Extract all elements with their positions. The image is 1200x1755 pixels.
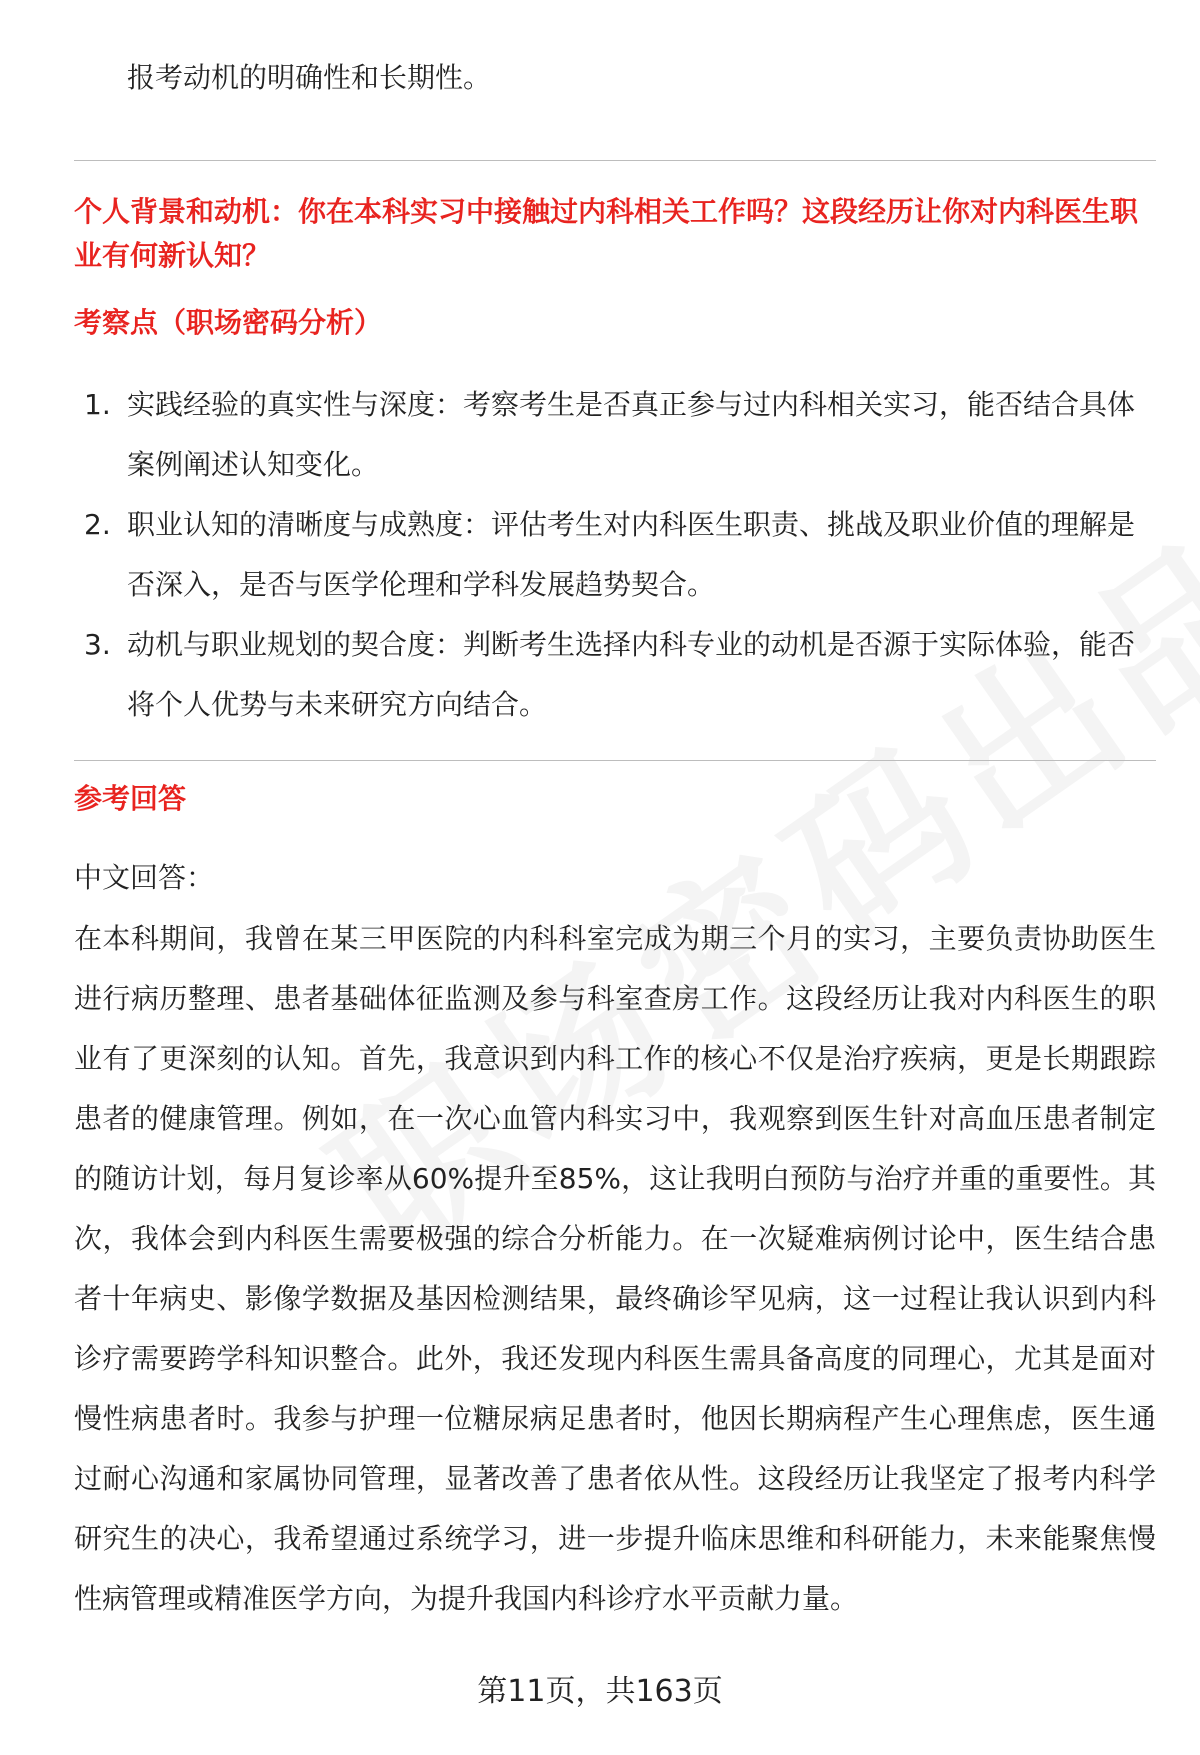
- continuation-text: 报考动机的明确性和长期性。: [127, 61, 492, 94]
- answer-label: 中文回答：: [74, 861, 215, 894]
- page-footer: 第11页，共163页: [477, 1674, 723, 1709]
- answer-body: 在本科期间，我曾在某三甲医院的内科科室完成为期三个月的实习，主要负责协助医生进行病历整理、患者基础体征监测及参与科室查房工作。这段经历让我对内科医生的职业有了更深刻的认知。首先，我意识到内科工作的核心不仅是治疗疾病，更是长期跟踪患者的健康管理。例如，在一次心血管内科实习中，我观察到医生针对高血压患者制定的随访计划，每月复诊率从60%提升至85%，这让我明白预防与治疗并重的重要性。其次，我体会到内科医生需要极强的综合分析能力。在一次疑难病例讨论中，医生结合患者十年病史、影像学数据及基因检测结果，最终确诊罕见病，这一过程让我认识到内科诊疗需要跨学科知识整合。此外，我还发现内科医生需具备高度的同理心，尤其是面对慢性病患者时。我参与护理一位糖尿病足患者时，他因长期病程产生心理焦虑，医生通过耐心沟通和家属协同管理，显著改善了患者依从性。这段经历让我坚定了报考内科学研究生的决心，我希望通过系统学习，进一步提升临床思维和科研能力，未来能聚焦慢性病管理或精准医学方向，为提升我国内科诊疗水平贡献力量。: [74, 922, 1156, 1615]
- question-heading: 个人背景和动机：你在本科实习中接触过内科相关工作吗？这段经历让你对内科医生职业有何新认知？: [74, 195, 1139, 272]
- analysis-point-3: [74, 615, 1156, 735]
- point-text: 实践经验的真实性与深度：考察考生是否真正参与过内科相关实习，能否结合具体案例阐述认知变化。: [127, 388, 1136, 481]
- point-number: 2.: [84, 508, 111, 541]
- point-text: 职业认知的清晰度与成熟度：评估考生对内科医生职责、挑战及职业价值的理解是否深入，是否与医学伦理和学科发展趋势契合。: [127, 508, 1136, 601]
- analysis-point-1: [74, 375, 1156, 495]
- divider: [74, 760, 1156, 761]
- divider: [74, 160, 1156, 161]
- analysis-point-2: [74, 495, 1156, 615]
- analysis-heading: 考察点（职场密码分析）: [74, 306, 383, 339]
- answer-heading: 参考回答: [74, 782, 187, 815]
- analysis-points-list: [74, 375, 1156, 735]
- point-text: 动机与职业规划的契合度：判断考生选择内科专业的动机是否源于实际体验，能否将个人优势与未来研究方向结合。: [127, 628, 1136, 721]
- point-number: 1.: [84, 388, 111, 421]
- point-number: 3.: [84, 628, 111, 661]
